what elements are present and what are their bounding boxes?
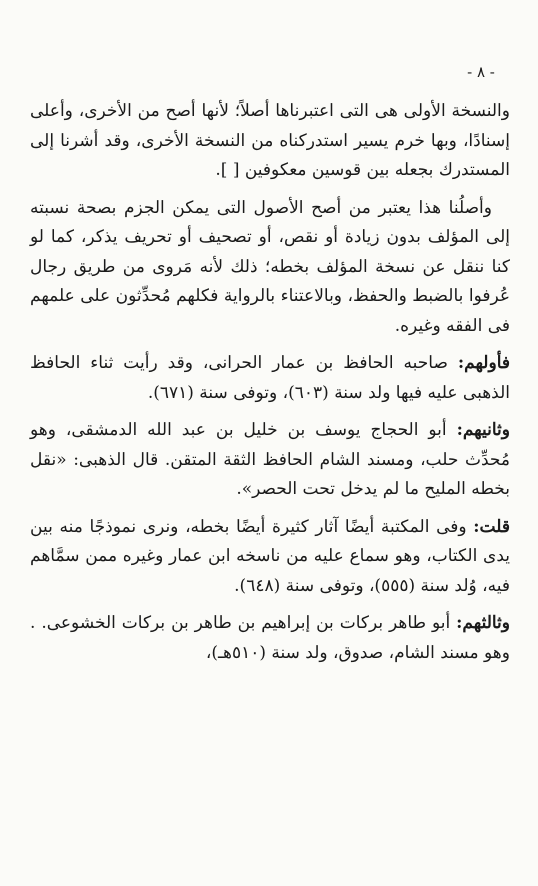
paragraph-label: وثانيهم:: [456, 420, 510, 440]
paragraph-label: قلت:: [473, 516, 510, 537]
paragraph-third-narrator: [30, 609, 510, 668]
page-number: - ٨ -: [467, 63, 495, 81]
paragraph-authenticity: [30, 194, 510, 342]
paragraph-label: فأولهم:: [457, 353, 510, 373]
paragraph-text: صاحبه الحافظ بن عمار الحرانى، وقد رأيت ثناء الحافظ الذهبى عليه فيها ولد سنة (٦٠٣)، وتوفى سنة (٦٧١).: [30, 353, 510, 403]
paragraph-text: أبو الحجاج يوسف بن خليل بن عبد الله الدمشقى، وهو مُحدِّث حلب، ومسند الشام الحافظ الثقة المتقن. قال الذهبى: «نقل بخطه المليح ما لم يدخل تحت الحصر».: [30, 420, 510, 499]
paragraph-text: والنسخة الأولى هى التى اعتبرناها أصلاً؛ لأنها أصح من الأخرى، وأعلى إسنادًا، وبها خرم يسير استدركناه من النسخة الأخرى، وقد أشرنا إلى المستدرك بجعله بين قوسين معكوفين [ ].: [30, 101, 510, 180]
paragraph-text: وفى المكتبة أيضًا آثار كثيرة أيضًا بخطه، ونرى نموذجًا منه بين يدى الكتاب، وهو سماع عليه من ناسخه ابن عمار وغيره ممن سمَّاهم فيه، وُلد سنة (٥٥٥)، وتوفى سنة (٦٤٨).: [30, 516, 510, 596]
body-text: [30, 97, 510, 676]
paragraph-note: [30, 513, 510, 602]
paragraph-second-narrator: [30, 416, 510, 505]
paragraph-label: وثالثهم:: [456, 613, 510, 633]
paragraph-text: أبو طاهر بركات بن إبراهيم بن طاهر بن بركات الخشوعى. . وهو مسند الشام، صدوق، ولد سنة (٥١٠هـ)،: [30, 613, 510, 663]
paragraph-intro: [30, 97, 510, 186]
paragraph-first-narrator: [30, 349, 510, 408]
paragraph-text: وأصلُنا هذا يعتبر من أصح الأصول التى يمكن الجزم بصحة نسبته إلى المؤلف بدون زيادة أو نقص، أو تصحيف أو تحريف يذكر، كما لو كنا ننقل عن نسخة المؤلف بخطه؛ ذلك لأنه مَروى من طريق رجال عُرفوا بالضبط والحفظ، وبالاعتناء بالرواية فكلهم مُحدِّثون على علمهم فى الفقه وغيره.: [30, 197, 510, 336]
